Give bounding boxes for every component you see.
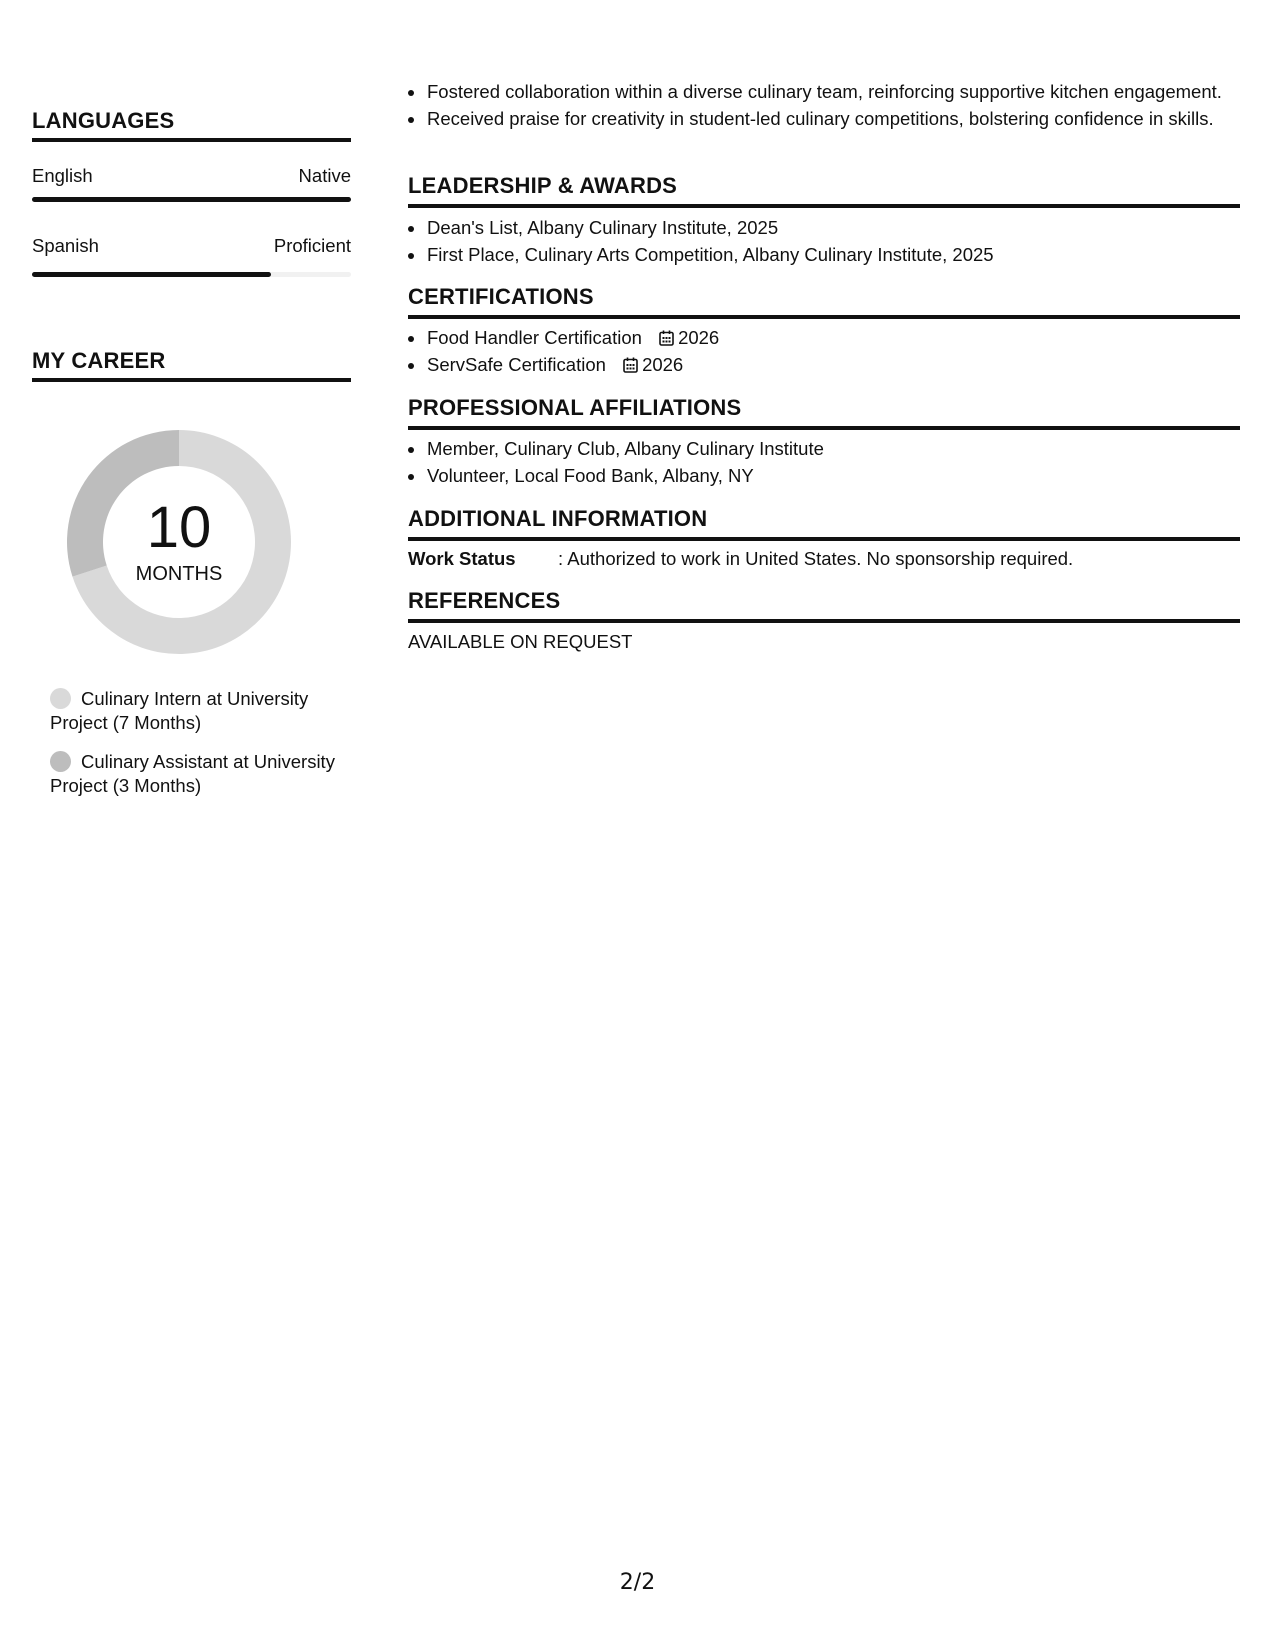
language-name: English <box>32 165 93 186</box>
list-item: • First Place, Culinary Arts Competition, Albany Culinary Institute, 2025 <box>426 243 1240 267</box>
additional-rule <box>408 537 1240 541</box>
calendar-icon <box>659 330 674 346</box>
references-title: REFERENCES <box>408 588 561 613</box>
language-bar-fill <box>32 197 351 202</box>
work-status-row <box>408 548 1240 570</box>
work-status-value: : Authorized to work in United States. No sponsorship required. <box>558 548 1074 569</box>
list-item <box>426 326 1240 350</box>
career-title: MY CAREER <box>32 348 166 373</box>
cert-year: 2026 <box>678 327 720 348</box>
language-level: Proficient <box>273 235 351 256</box>
legend-dot <box>50 751 71 772</box>
affiliations-title: PROFESSIONAL AFFILIATIONS <box>408 395 742 420</box>
cert-name: Food Handler Certification <box>427 327 642 348</box>
list-item: • Fostered collaboration within a diverse culinary team, reinforcing supportive kitchen engagement. <box>426 80 1241 104</box>
language-level: Native <box>298 165 351 186</box>
languages-title: LANGUAGES <box>32 108 175 133</box>
leadership-rule <box>408 204 1240 208</box>
legend-label: Culinary Intern at University Project (7 Months) <box>50 688 309 733</box>
work-status-label: Work Status <box>408 548 516 569</box>
references-rule <box>408 619 1240 623</box>
affiliations-rule <box>408 426 1240 430</box>
legend-item <box>50 687 340 735</box>
donut-center <box>65 428 293 656</box>
list-item: • Received praise for creativity in student-led culinary competitions, bolstering confidence in skills. <box>426 107 1241 131</box>
list-item: • Dean's List, Albany Culinary Institute, 2025 <box>426 216 1240 240</box>
continued-bullets <box>408 80 1240 134</box>
language-row-spanish <box>32 235 351 257</box>
certifications-title: CERTIFICATIONS <box>408 284 594 309</box>
language-name: Spanish <box>32 235 99 256</box>
certifications-rule <box>408 315 1240 319</box>
leadership-title: LEADERSHIP & AWARDS <box>408 173 678 198</box>
cert-year: 2026 <box>642 354 684 375</box>
legend-item <box>50 750 340 798</box>
legend-label: Culinary Assistant at University Project (3 Months) <box>50 751 335 796</box>
cert-name: ServSafe Certification <box>427 354 606 375</box>
affiliations-list <box>408 437 1240 491</box>
language-bar-fill <box>32 272 271 277</box>
career-unit: MONTHS <box>135 562 223 585</box>
calendar-icon <box>623 357 638 373</box>
page-number: 2/2 <box>619 1570 656 1595</box>
language-bar-english <box>32 197 351 202</box>
references-text: AVAILABLE ON REQUEST <box>408 631 633 652</box>
additional-title: ADDITIONAL INFORMATION <box>408 506 708 531</box>
list-item: • Member, Culinary Club, Albany Culinary Institute <box>426 437 1240 461</box>
list-item <box>426 353 1240 377</box>
career-total: 10 <box>146 494 212 560</box>
leadership-list <box>408 216 1240 270</box>
legend-dot <box>50 688 71 709</box>
language-row-english <box>32 165 351 187</box>
list-item: • Volunteer, Local Food Bank, Albany, NY <box>426 464 1240 488</box>
career-rule <box>32 378 351 382</box>
language-bar-spanish <box>32 272 351 277</box>
languages-rule <box>32 138 351 142</box>
certifications-list <box>408 326 1240 380</box>
